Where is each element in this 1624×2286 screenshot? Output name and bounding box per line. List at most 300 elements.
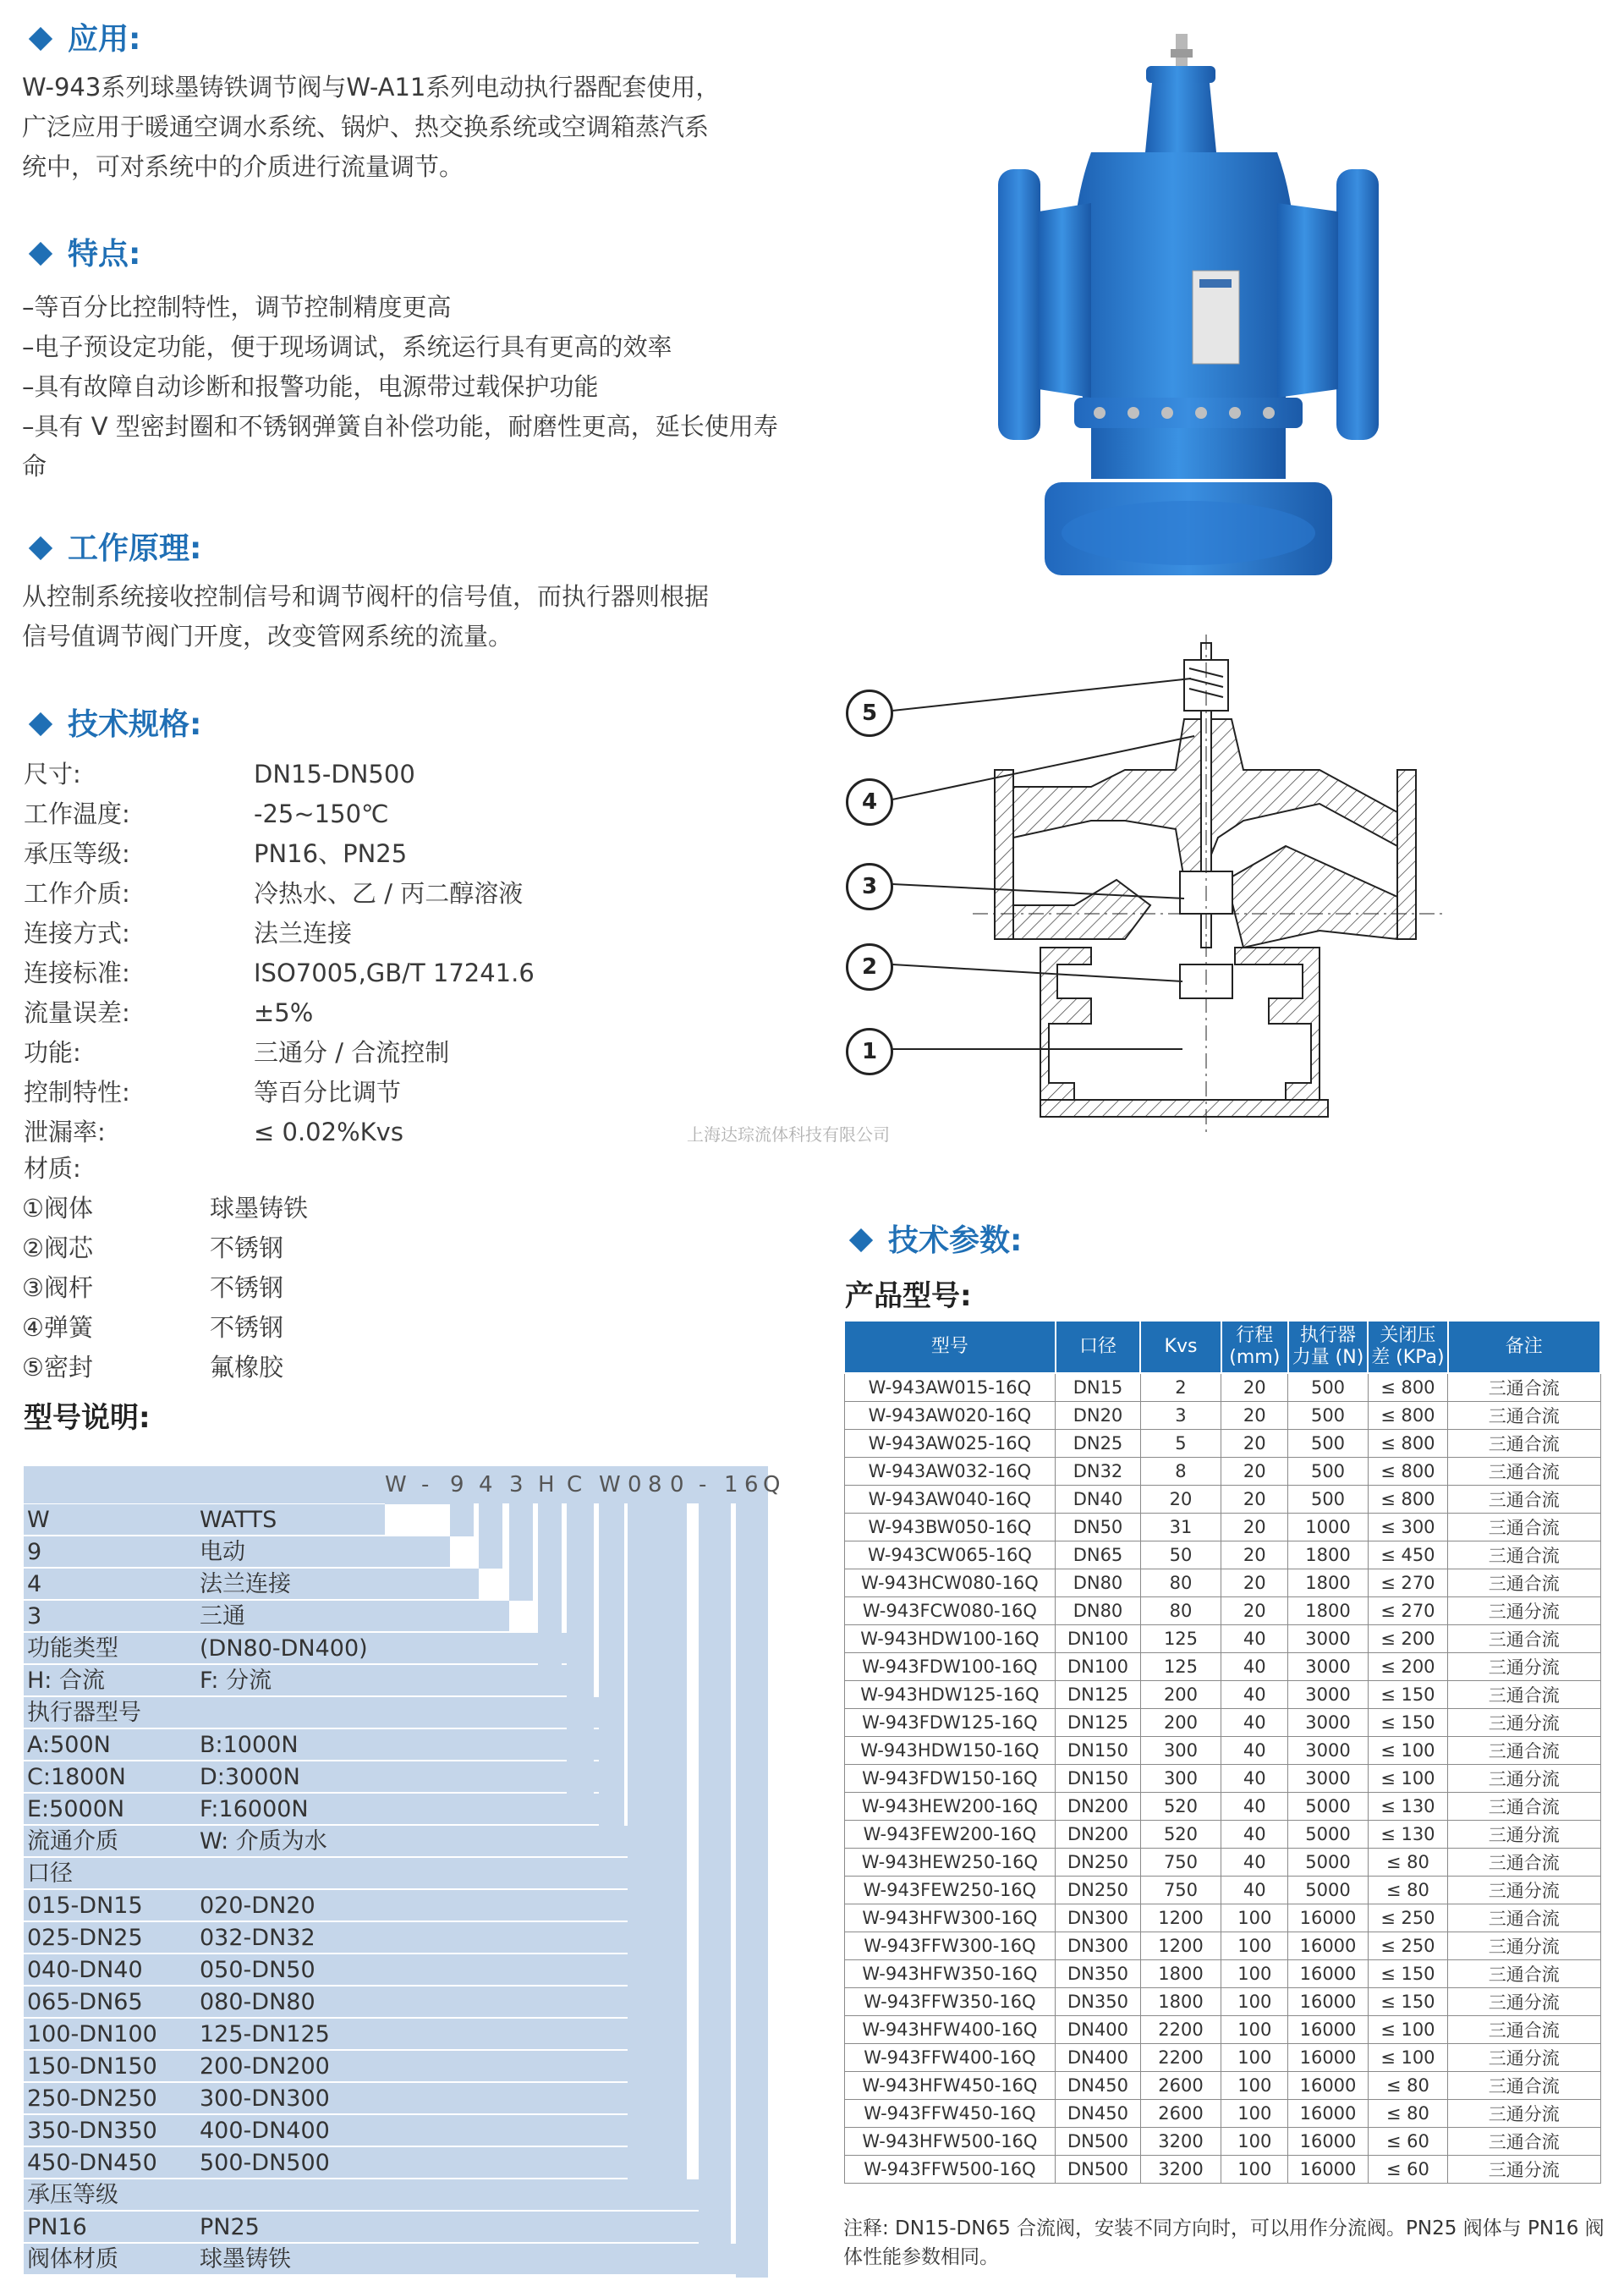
table-cell: ≤ 100 — [1368, 1737, 1447, 1765]
application-line: 广泛应用于暖通空调水系统、锅炉、热交换系统或空调箱蒸汽系 — [22, 113, 710, 141]
material-value: 不锈钢 — [210, 1313, 284, 1342]
table-cell: ≤ 80 — [1368, 1877, 1447, 1904]
material-value: 不锈钢 — [210, 1234, 284, 1262]
table-cell: 3000 — [1288, 1709, 1368, 1737]
table-cell: DN100 — [1056, 1653, 1140, 1681]
table-cell: ≤ 150 — [1368, 1988, 1447, 2016]
table-cell: 16000 — [1288, 2016, 1368, 2044]
table-cell: 750 — [1140, 1849, 1221, 1877]
table-cell: W-943FEW250-16Q — [844, 1877, 1056, 1904]
table-cell: 200 — [1140, 1709, 1221, 1737]
table-cell: W-943FFW450-16Q — [844, 2100, 1056, 2128]
diamond-bullet-icon — [29, 242, 52, 266]
decoder-row-shade — [24, 1601, 509, 1631]
table-cell: ≤ 80 — [1368, 1849, 1447, 1877]
table-cell: 三通合流 — [1448, 1486, 1600, 1514]
table-cell: 40 — [1221, 1849, 1288, 1877]
section-principle-title: 工作原理: — [25, 525, 201, 568]
table-cell: ≤ 250 — [1368, 1932, 1447, 1960]
model-code-char: 0 — [670, 1472, 684, 1497]
table-cell: DN400 — [1056, 2044, 1140, 2072]
table-cell: 1800 — [1288, 1569, 1368, 1597]
decoder-label: 流通介质 — [27, 1828, 118, 1855]
decoder-value: D:3000N — [200, 1764, 300, 1790]
decoder-value: 125-DN125 — [200, 2021, 330, 2047]
decoder-label: 100-DN100 — [27, 2021, 157, 2047]
table-cell: DN200 — [1056, 1793, 1140, 1821]
table-cell: 16000 — [1288, 1988, 1368, 2016]
table-cell: 2600 — [1140, 2072, 1221, 2100]
table-cell: 500 — [1288, 1402, 1368, 1430]
decoder-label: 450-DN450 — [27, 2150, 157, 2176]
table-cell: DN300 — [1056, 1904, 1140, 1932]
table-cell: 3000 — [1288, 1681, 1368, 1709]
model-code-char: - — [699, 1472, 707, 1497]
table-cell: 三通合流 — [1448, 1514, 1600, 1541]
table-cell: 300 — [1140, 1765, 1221, 1793]
decoder-label: 015-DN15 — [27, 1893, 143, 1919]
table-cell: 100 — [1221, 2156, 1288, 2184]
table-cell: 三通合流 — [1448, 1373, 1600, 1402]
table-cell: DN20 — [1056, 1402, 1140, 1430]
model-code-char: W — [385, 1472, 407, 1497]
table-cell: ≤ 150 — [1368, 1709, 1447, 1737]
table-cell: 三通合流 — [1448, 1960, 1600, 1988]
table-cell: ≤ 250 — [1368, 1904, 1447, 1932]
table-cell: W-943HFW350-16Q — [844, 1960, 1056, 1988]
table-row — [844, 1960, 1600, 1988]
decoder-value: 300-DN300 — [200, 2085, 330, 2112]
table-cell: ≤ 150 — [1368, 1681, 1447, 1709]
feature-item: –具有故障自动诊断和报警功能，电源带过载保护功能 — [22, 372, 599, 401]
table-cell: 三通分流 — [1448, 2100, 1600, 2128]
decoder-label: 250-DN250 — [27, 2085, 157, 2112]
decoder-value: 三通 — [200, 1603, 245, 1629]
decoder-label: 025-DN25 — [27, 1925, 143, 1951]
decoder-value: 球墨铸铁 — [200, 2246, 291, 2272]
table-cell: 三通分流 — [1448, 1877, 1600, 1904]
decoder-value: 020-DN20 — [200, 1893, 315, 1919]
decoder-stair-bar — [736, 1503, 768, 2278]
callout-5: 5 — [846, 690, 893, 737]
table-cell: 三通合流 — [1448, 1681, 1600, 1709]
decoder-label: W — [27, 1507, 50, 1533]
feature-item: –具有 V 型密封圈和不锈钢弹簧自补偿功能，耐磨性更高，延长使用寿命 — [22, 412, 778, 481]
decoder-label: 350-DN350 — [27, 2118, 157, 2144]
table-header-cell: 关闭压 差 (KPa) — [1368, 1321, 1447, 1373]
decoder-value: PN25 — [200, 2214, 260, 2240]
table-cell: 3000 — [1288, 1653, 1368, 1681]
decoder-value: 050-DN50 — [200, 1957, 315, 1983]
table-cell: 3000 — [1288, 1625, 1368, 1653]
table-cell: 三通分流 — [1448, 1932, 1600, 1960]
table-cell: 5000 — [1288, 1793, 1368, 1821]
valve-product-photo — [964, 25, 1421, 584]
spec-key: 工作温度: — [24, 800, 130, 828]
decoder-value: B:1000N — [200, 1732, 299, 1758]
decoder-stair-bar — [479, 1503, 502, 1569]
decoder-value: F:16000N — [200, 1796, 309, 1822]
table-cell: ≤ 100 — [1368, 2044, 1447, 2072]
table-cell: 3000 — [1288, 1737, 1368, 1765]
table-cell: 100 — [1221, 1904, 1288, 1932]
table-cell: W-943FDW100-16Q — [844, 1653, 1056, 1681]
spec-key: 控制特性: — [24, 1078, 130, 1107]
table-row — [844, 1709, 1600, 1737]
table-row — [844, 1793, 1600, 1821]
table-cell: W-943AW040-16Q — [844, 1486, 1056, 1514]
material-value: 不锈钢 — [210, 1273, 284, 1302]
table-cell: 16000 — [1288, 1932, 1368, 1960]
spec-value: 法兰连接 — [254, 919, 353, 948]
table-cell: 5 — [1140, 1430, 1221, 1458]
table-cell: W-943CW065-16Q — [844, 1541, 1056, 1569]
table-cell: 三通合流 — [1448, 1737, 1600, 1765]
table-cell: 100 — [1221, 1932, 1288, 1960]
model-code-char: C — [567, 1472, 583, 1497]
spec-key: 承压等级: — [24, 839, 130, 868]
spec-value: ±5% — [254, 998, 314, 1027]
table-cell: W-943AW025-16Q — [844, 1430, 1056, 1458]
table-cell: 80 — [1140, 1597, 1221, 1625]
table-cell: 40 — [1221, 1793, 1288, 1821]
decoder-value: 电动 — [200, 1539, 245, 1565]
spec-key: 连接标准: — [24, 959, 130, 987]
table-cell: 8 — [1140, 1458, 1221, 1486]
decoder-label: PN16 — [27, 2214, 87, 2240]
model-code-char: - — [421, 1472, 430, 1497]
section-specs-title: 技术规格: — [25, 701, 201, 744]
model-code-char: H — [538, 1472, 555, 1497]
table-cell: DN250 — [1056, 1849, 1140, 1877]
table-row — [844, 1877, 1600, 1904]
table-cell: W-943FCW080-16Q — [844, 1597, 1056, 1625]
table-cell: DN25 — [1056, 1430, 1140, 1458]
table-cell: 80 — [1140, 1569, 1221, 1597]
feature-item: –电子预设定功能，便于现场调试，系统运行具有更高的效率 — [22, 332, 672, 361]
decoder-row-shade — [24, 2244, 768, 2274]
spec-value: DN15-DN500 — [254, 760, 415, 789]
table-cell: DN32 — [1056, 1458, 1140, 1486]
decoder-label: 口径 — [27, 1860, 73, 1887]
table-cell: 2200 — [1140, 2044, 1221, 2072]
table-cell: 16000 — [1288, 1904, 1368, 1932]
table-cell: W-943FFW500-16Q — [844, 2156, 1056, 2184]
watermark: 上海达琮流体科技有限公司 — [687, 1124, 890, 1145]
model-code-char: 4 — [479, 1472, 493, 1497]
table-cell: W-943FFW400-16Q — [844, 2044, 1056, 2072]
spec-value: 等百分比调节 — [254, 1078, 402, 1107]
table-cell: DN100 — [1056, 1625, 1140, 1653]
table-cell: 三通合流 — [1448, 1541, 1600, 1569]
table-cell: W-943HFW500-16Q — [844, 2128, 1056, 2156]
table-row — [844, 1765, 1600, 1793]
table-cell: 三通分流 — [1448, 2044, 1600, 2072]
table-row — [844, 1430, 1600, 1458]
material-value: 球墨铸铁 — [210, 1194, 309, 1223]
table-cell: 20 — [1140, 1486, 1221, 1514]
table-cell: 1200 — [1140, 1932, 1221, 1960]
table-cell: 20 — [1221, 1373, 1288, 1402]
model-code-char: 0 — [628, 1472, 642, 1497]
table-cell: 三通分流 — [1448, 1988, 1600, 2016]
table-cell: DN250 — [1056, 1877, 1140, 1904]
decoder-label: 功能类型 — [27, 1635, 118, 1662]
table-cell: 100 — [1221, 2100, 1288, 2128]
table-cell: 100 — [1221, 2016, 1288, 2044]
material-label: 材质: — [24, 1154, 81, 1183]
table-cell: 三通合流 — [1448, 2072, 1600, 2100]
decoder-stair-bar — [509, 1503, 533, 1601]
section-application-title: 应用: — [25, 15, 140, 58]
table-header-cell: Kvs — [1140, 1321, 1221, 1373]
decoder-value: 200-DN200 — [200, 2053, 330, 2080]
section-features-title: 特点: — [25, 230, 140, 273]
spec-key: 连接方式: — [24, 919, 130, 948]
table-cell: DN350 — [1056, 1988, 1140, 2016]
table-cell: 50 — [1140, 1541, 1221, 1569]
decoder-value: 500-DN500 — [200, 2150, 330, 2176]
table-cell: ≤ 200 — [1368, 1625, 1447, 1653]
table-header-cell: 执行器 力量 (N) — [1288, 1321, 1368, 1373]
table-cell: 1800 — [1288, 1597, 1368, 1625]
table-cell: 500 — [1288, 1430, 1368, 1458]
table-cell: 100 — [1221, 1988, 1288, 2016]
table-cell: 750 — [1140, 1877, 1221, 1904]
table-row — [844, 1458, 1600, 1486]
table-row — [844, 2128, 1600, 2156]
model-code-char: 8 — [648, 1472, 662, 1497]
material-part: ④弹簧 — [22, 1313, 93, 1342]
material-part: ①阀体 — [22, 1194, 93, 1223]
decoder-label: 040-DN40 — [27, 1957, 143, 1983]
table-cell: 三通合流 — [1448, 1402, 1600, 1430]
table-cell: DN150 — [1056, 1765, 1140, 1793]
spec-value: PN16、PN25 — [254, 839, 408, 868]
table-cell: W-943FEW200-16Q — [844, 1821, 1056, 1849]
table-cell: 20 — [1221, 1402, 1288, 1430]
decoder-label: H: 合流 — [27, 1668, 105, 1694]
table-cell: ≤ 60 — [1368, 2156, 1447, 2184]
model-code-char: 1 — [724, 1472, 738, 1497]
decoder-label: 065-DN65 — [27, 1989, 143, 2015]
table-cell: 40 — [1221, 1681, 1288, 1709]
table-row — [844, 1653, 1600, 1681]
application-line: 统中，可对系统中的介质进行流量调节。 — [22, 152, 464, 181]
table-cell: W-943FFW300-16Q — [844, 1932, 1056, 1960]
table-row — [844, 1597, 1600, 1625]
table-row — [844, 1625, 1600, 1653]
material-part: ②阀芯 — [22, 1234, 93, 1262]
table-cell: 5000 — [1288, 1821, 1368, 1849]
table-row — [844, 1932, 1600, 1960]
table-cell: W-943HEW200-16Q — [844, 1793, 1056, 1821]
table-cell: ≤ 270 — [1368, 1569, 1447, 1597]
spec-value: ISO7005,GB/T 17241.6 — [254, 959, 535, 987]
model-code-char: 9 — [450, 1472, 464, 1497]
decoder-label: 执行器型号 — [27, 1700, 141, 1726]
table-cell: 500 — [1288, 1373, 1368, 1402]
table-cell: 三通合流 — [1448, 1430, 1600, 1458]
table-header-cell: 备注 — [1448, 1321, 1600, 1373]
material-value: 氟橡胶 — [210, 1353, 284, 1382]
table-cell: W-943FDW150-16Q — [844, 1765, 1056, 1793]
table-header-cell: 行程 (mm) — [1221, 1321, 1288, 1373]
table-cell: 40 — [1221, 1653, 1288, 1681]
callout-4: 4 — [846, 778, 893, 826]
table-cell: ≤ 800 — [1368, 1402, 1447, 1430]
table-row — [844, 2100, 1600, 2128]
table-cell: 100 — [1221, 2128, 1288, 2156]
table-cell: 三通合流 — [1448, 1849, 1600, 1877]
decoder-value: 032-DN32 — [200, 1925, 315, 1951]
principle-line: 从控制系统接收控制信号和调节阀杆的信号值，而执行器则根据 — [22, 582, 710, 611]
table-cell: 40 — [1221, 1737, 1288, 1765]
material-part: ③阀杆 — [22, 1273, 93, 1302]
decoder-label: 承压等级 — [27, 2182, 118, 2208]
table-cell: DN80 — [1056, 1569, 1140, 1597]
table-cell: 125 — [1140, 1625, 1221, 1653]
table-cell: W-943HDW100-16Q — [844, 1625, 1056, 1653]
table-cell: 2 — [1140, 1373, 1221, 1402]
table-cell: ≤ 300 — [1368, 1514, 1447, 1541]
table-cell: 三通合流 — [1448, 1458, 1600, 1486]
table-row — [844, 1486, 1600, 1514]
tech-params-table — [843, 1320, 1601, 2184]
table-cell: 20 — [1221, 1541, 1288, 1569]
table-cell: W-943FDW125-16Q — [844, 1709, 1056, 1737]
table-header-row — [844, 1321, 1600, 1373]
table-cell: ≤ 800 — [1368, 1373, 1447, 1402]
decoder-stair-bar — [385, 1503, 453, 1504]
valve-cross-section-diagram — [846, 626, 1455, 1184]
decoder-label: 3 — [27, 1603, 42, 1629]
table-cell: 20 — [1221, 1597, 1288, 1625]
table-row — [844, 1514, 1600, 1541]
table-cell: 1000 — [1288, 1514, 1368, 1541]
table-header-cell: 口径 — [1056, 1321, 1140, 1373]
table-cell: ≤ 800 — [1368, 1430, 1447, 1458]
table-cell: W-943HDW150-16Q — [844, 1737, 1056, 1765]
table-row — [844, 1373, 1600, 1402]
section-tech-params-title: 技术参数: — [846, 1217, 1022, 1260]
table-cell: W-943HFW400-16Q — [844, 2016, 1056, 2044]
table-cell: DN500 — [1056, 2156, 1140, 2184]
spec-key: 泄漏率: — [24, 1118, 106, 1146]
table-row — [844, 2044, 1600, 2072]
table-cell: 5000 — [1288, 1849, 1368, 1877]
decoder-label: 4 — [27, 1571, 42, 1597]
table-cell: 16000 — [1288, 2100, 1368, 2128]
spec-key: 流量误差: — [24, 998, 130, 1027]
table-cell: ≤ 130 — [1368, 1793, 1447, 1821]
table-cell: DN50 — [1056, 1514, 1140, 1541]
table-cell: W-943HFW450-16Q — [844, 2072, 1056, 2100]
table-cell: DN80 — [1056, 1597, 1140, 1625]
decoder-label: 阀体材质 — [27, 2246, 118, 2272]
table-cell: 40 — [1221, 1877, 1288, 1904]
table-cell: 31 — [1140, 1514, 1221, 1541]
table-cell: 三通分流 — [1448, 1597, 1600, 1625]
decoder-value: W: 介质为水 — [200, 1828, 327, 1855]
table-cell: 三通分流 — [1448, 2156, 1600, 2184]
model-explain-title: 型号说明: — [24, 1401, 151, 1435]
table-cell: ≤ 450 — [1368, 1541, 1447, 1569]
spec-value: 冷热水、乙 / 丙二醇溶液 — [254, 879, 524, 908]
diamond-bullet-icon — [29, 536, 52, 560]
decoder-label: C:1800N — [27, 1764, 126, 1790]
decoder-row-shade — [24, 2212, 731, 2242]
table-cell: 20 — [1221, 1458, 1288, 1486]
table-cell: 3 — [1140, 1402, 1221, 1430]
table-cell: W-943HCW080-16Q — [844, 1569, 1056, 1597]
table-row — [844, 2072, 1600, 2100]
table-cell: W-943BW050-16Q — [844, 1514, 1056, 1541]
table-cell: 16000 — [1288, 2156, 1368, 2184]
application-line: W-943系列球墨铸铁调节阀与W-A11系列电动执行器配套使用， — [22, 73, 721, 102]
decoder-value: 法兰连接 — [200, 1571, 291, 1597]
table-cell: 三通分流 — [1448, 1709, 1600, 1737]
decoder-row-shade — [24, 1858, 687, 1888]
table-cell: 1200 — [1140, 1904, 1221, 1932]
table-cell: DN150 — [1056, 1737, 1140, 1765]
table-cell: 1800 — [1288, 1541, 1368, 1569]
table-row — [844, 1821, 1600, 1849]
table-cell: 2200 — [1140, 2016, 1221, 2044]
table-cell: 三通合流 — [1448, 1625, 1600, 1653]
spec-key: 工作介质: — [24, 879, 130, 908]
table-cell: DN400 — [1056, 2016, 1140, 2044]
table-cell: 三通合流 — [1448, 1793, 1600, 1821]
table-cell: 三通分流 — [1448, 1765, 1600, 1793]
table-row — [844, 1681, 1600, 1709]
table-cell: W-943FFW350-16Q — [844, 1988, 1056, 2016]
feature-item: –等百分比控制特性，调节控制精度更高 — [22, 293, 452, 321]
table-cell: ≤ 80 — [1368, 2100, 1447, 2128]
table-row — [844, 1849, 1600, 1877]
table-cell: ≤ 800 — [1368, 1458, 1447, 1486]
table-cell: W-943AW020-16Q — [844, 1402, 1056, 1430]
table-header-cell: 型号 — [844, 1321, 1056, 1373]
table-cell: 2600 — [1140, 2100, 1221, 2128]
spec-key: 功能: — [24, 1038, 81, 1067]
decoder-value: 400-DN400 — [200, 2118, 330, 2144]
table-row — [844, 1988, 1600, 2016]
table-cell: ≤ 150 — [1368, 1960, 1447, 1988]
table-row — [844, 1737, 1600, 1765]
table-cell: ≤ 100 — [1368, 1765, 1447, 1793]
material-part: ⑤密封 — [22, 1353, 93, 1382]
table-cell: 40 — [1221, 1765, 1288, 1793]
table-cell: 40 — [1221, 1709, 1288, 1737]
decoder-stair-bar — [450, 1503, 474, 1536]
table-cell: 500 — [1288, 1458, 1368, 1486]
table-cell: 100 — [1221, 2072, 1288, 2100]
table-cell: 3000 — [1288, 1765, 1368, 1793]
table-cell: DN450 — [1056, 2100, 1140, 2128]
table-cell: 300 — [1140, 1737, 1221, 1765]
table-cell: 520 — [1140, 1793, 1221, 1821]
table-cell: 500 — [1288, 1486, 1368, 1514]
table-cell: W-943HFW300-16Q — [844, 1904, 1056, 1932]
decoder-value: (DN80-DN400) — [200, 1635, 368, 1662]
table-cell: 20 — [1221, 1486, 1288, 1514]
callout-1: 1 — [846, 1028, 893, 1075]
table-cell: DN65 — [1056, 1541, 1140, 1569]
table-cell: 1800 — [1140, 1988, 1221, 2016]
decoder-stair-bar — [599, 1503, 624, 1827]
table-cell: DN350 — [1056, 1960, 1140, 1988]
